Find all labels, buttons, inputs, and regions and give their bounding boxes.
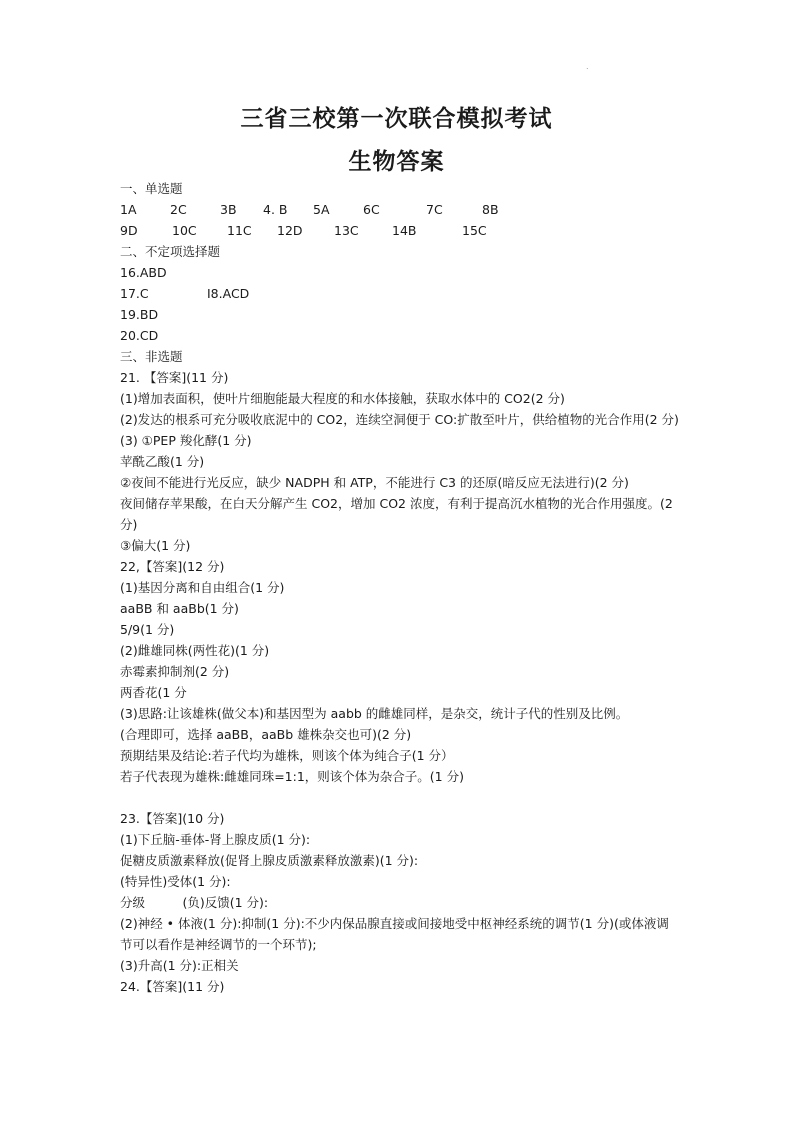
- answer-line: 19.BD: [120, 307, 159, 322]
- section-heading-multi-choice: 二、不定项选择题: [120, 244, 221, 259]
- answer-line: 两香花(1 分: [120, 685, 187, 700]
- section-heading-non-choice: 三、非选题: [120, 349, 183, 364]
- answer-item: 10C: [172, 223, 197, 238]
- answer-item: 1A: [120, 202, 137, 217]
- answer-item: 15C: [462, 223, 487, 238]
- answer-item: 6C: [363, 202, 380, 217]
- answer-line: (1)下丘脑-垂体-肾上腺皮质(1 分):: [120, 832, 311, 847]
- page-subtitle: 生物答案: [348, 148, 445, 175]
- answer-line: ③偏大(1 分): [120, 538, 191, 553]
- scan-speck: .: [586, 62, 589, 71]
- answer-line: 预期结果及结论:若子代均为雄株，则该个体为纯合子(1 分）: [120, 748, 454, 763]
- answer-line: 24.【答案](11 分): [120, 979, 225, 994]
- answer-line: 分级 (负)反馈(1 分):: [120, 895, 269, 910]
- answer-item: 4. B: [263, 202, 288, 217]
- answer-line: (特异性)受体(1 分):: [120, 874, 231, 889]
- answer-item: 11C: [227, 223, 252, 238]
- answer-line: (3)升高(1 分):正相关: [120, 958, 239, 973]
- single-choice-row-1: [120, 199, 680, 220]
- answer-line: (1)基因分离和自由组合(1 分): [120, 580, 285, 595]
- answer-line: 5/9(1 分): [120, 622, 175, 637]
- answer-item: 17.C: [120, 286, 149, 301]
- answer-line: 苹酰乙酸(1 分): [120, 454, 205, 469]
- answer-item: 2C: [170, 202, 187, 217]
- answer-item: 3B: [220, 202, 237, 217]
- blank-line: [120, 787, 680, 808]
- answer-line: (合理即可，选择 aaBB，aaBb 雄株杂交也可)(2 分): [120, 727, 412, 742]
- answer-line: 16.ABD: [120, 265, 167, 280]
- answer-line: (2)雌雄同株(两性花)(1 分): [120, 643, 270, 658]
- answer-line: (3)思路:让该雄株(做父本)和基因型为 aabb 的雌雄同样，是杂交，统计子代的性别及比例。: [120, 706, 629, 721]
- answer-content: [120, 178, 680, 997]
- answer-line: 21. 【答案](11 分): [120, 370, 229, 385]
- answer-item: 13C: [334, 223, 359, 238]
- answer-line: (1)增加表面积，使叶片细胞能最大程度的和水体接触，获取水体中的 CO2(2 分): [120, 391, 565, 406]
- answer-item: 12D: [277, 223, 303, 238]
- answer-line: 20.CD: [120, 328, 159, 343]
- section-heading-single-choice: 一、单选题: [120, 181, 183, 196]
- answer-line: 夜间储存苹果酸，在白天分解产生 CO2，增加 CO2 浓度，有利于提高沉水植物的光合作用强度。(2 分): [120, 496, 673, 532]
- answer-item: 14B: [392, 223, 417, 238]
- answer-line: ②夜间不能进行光反应，缺少 NADPH 和 ATP，不能进行 C3 的还原(暗反应无法进行)(2 分): [120, 475, 629, 490]
- answer-line: [120, 283, 680, 304]
- answer-line: 23.【答案](10 分): [120, 811, 225, 826]
- answer-line: 若子代表现为雄株:雌雄同珠=1:1，则该个体为杂合子。(1 分): [120, 769, 464, 784]
- answer-line: (3) ①PEP 羧化酵(1 分): [120, 433, 252, 448]
- answer-line: aaBB 和 aaBb(1 分): [120, 601, 239, 616]
- answer-item: 9D: [120, 223, 138, 238]
- answer-line: 促糖皮质激素释放(促肾上腺皮质激素释放激素)(1 分):: [120, 853, 419, 868]
- answer-item: 7C: [426, 202, 443, 217]
- answer-line: 赤霉素抑制剂(2 分): [120, 664, 230, 679]
- answer-line: 22,【答案](12 分): [120, 559, 225, 574]
- answer-item: 5A: [313, 202, 330, 217]
- answer-line: (2)发达的根系可充分吸收底泥中的 CO2，连续空洞便于 CO:扩散至叶片，供给植物的光合作用(2 分): [120, 412, 679, 427]
- answer-item: I8.ACD: [207, 286, 250, 301]
- single-choice-row-2: [120, 220, 680, 241]
- answer-line: (2)神经 • 体液(1 分):抑制(1 分):不少内保品腺直接或间接地受中枢神经系统的调节(1 分)(或体液调节可以看作是神经调节的一个环节);: [120, 916, 669, 952]
- answer-item: 8B: [482, 202, 499, 217]
- page-title: 三省三校第一次联合模拟考试: [240, 105, 553, 132]
